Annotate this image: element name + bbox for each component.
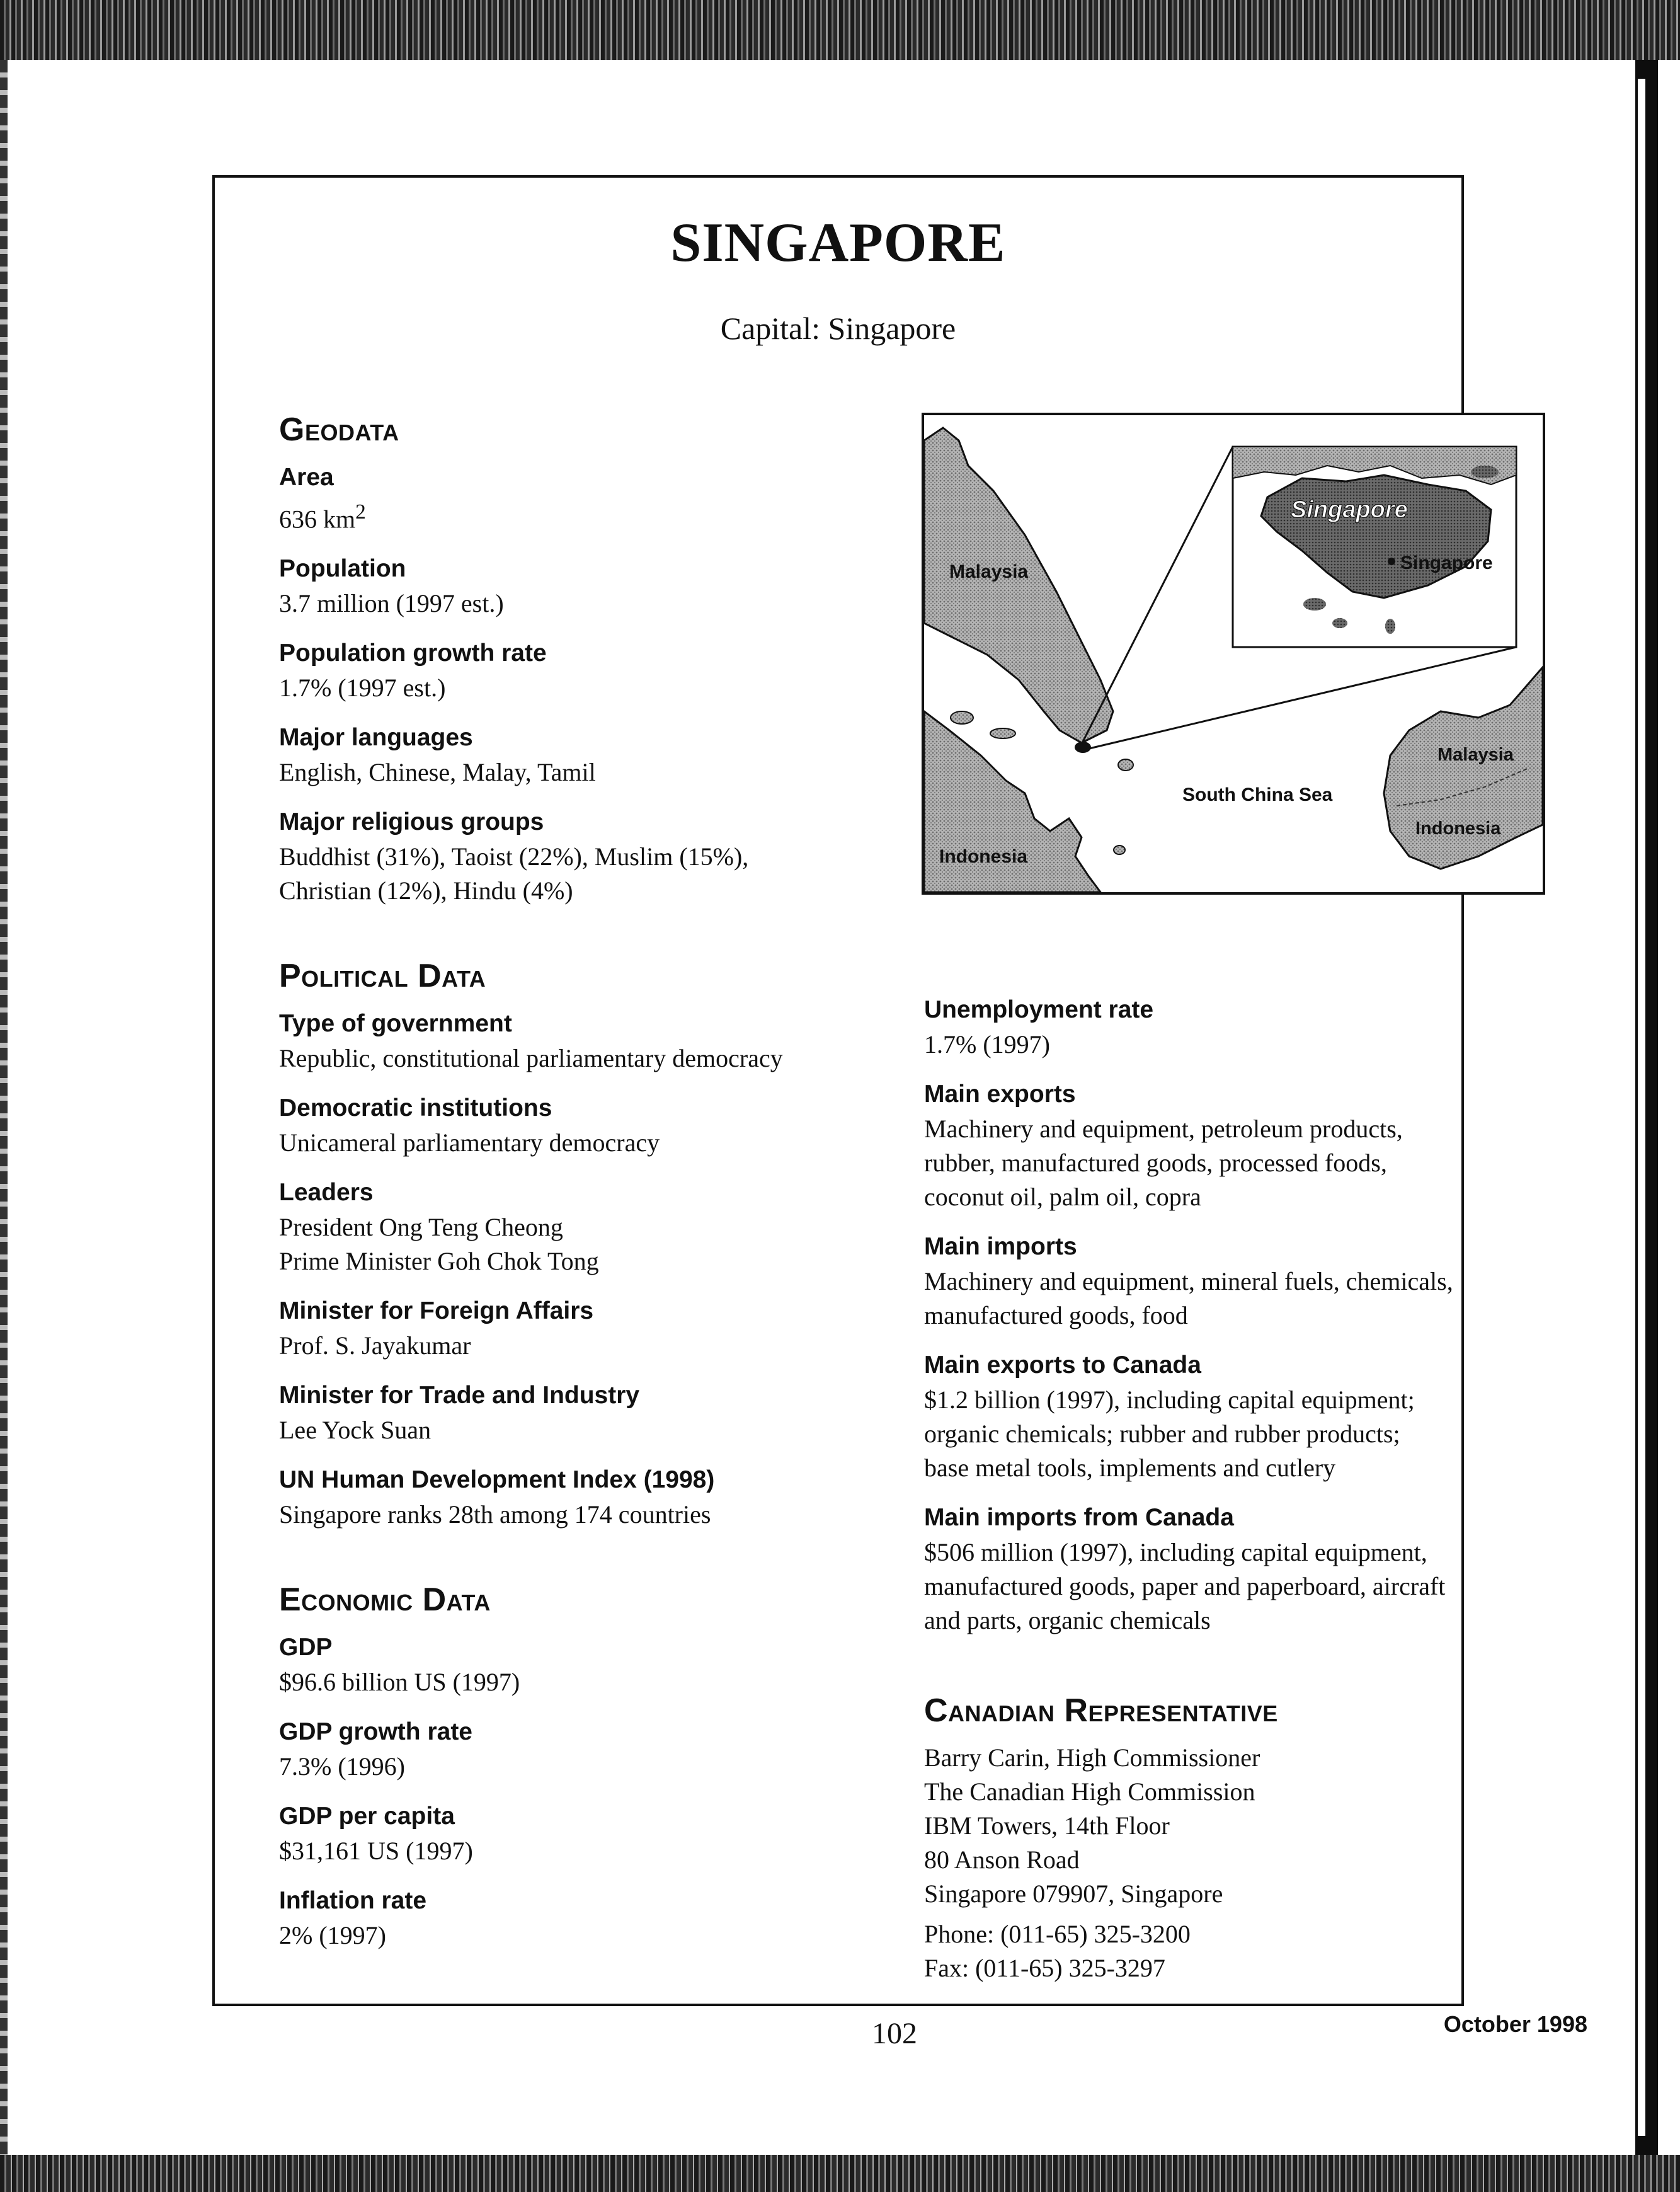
political-section — [279, 957, 871, 1532]
field-value-line: Republic, constitutional parliamentary democracy — [279, 1044, 783, 1073]
canadian-representative-heading: Canadian Representative — [924, 1692, 1278, 1729]
map-label-malaysia-east: Malaysia — [1437, 745, 1514, 765]
field-value-line: Singapore ranks 28th among 174 countries — [279, 1500, 711, 1529]
field-label: Democratic institutions — [279, 1094, 552, 1122]
field-value-line: Prime Minister Goh Chok Tong — [279, 1247, 599, 1276]
map-label-indonesia-west: Indonesia — [939, 846, 1028, 867]
scan-border-bottom — [0, 2155, 1680, 2192]
field-label: Minister for Trade and Industry — [279, 1382, 640, 1409]
field-label: GDP — [279, 1634, 333, 1661]
field-value: English, Chinese, Malay, Tamil — [279, 758, 596, 787]
field-label: Unemployment rate — [924, 996, 1154, 1023]
field-label: Population growth rate — [279, 640, 547, 667]
page-title: SINGAPORE — [670, 212, 1006, 273]
economic-item-gdp — [279, 1630, 871, 1699]
scan-border-left — [0, 60, 8, 2155]
map-label-inset-island: Singapore — [1291, 496, 1408, 523]
area-value: 636 km — [279, 505, 356, 534]
field-label: Population — [279, 555, 406, 583]
geodata-heading: Geodata — [279, 411, 399, 448]
economic-item-imports-from-canada — [924, 1500, 1541, 1638]
political-item-institutions — [279, 1091, 871, 1160]
economic-item-inflation — [279, 1883, 871, 1953]
field-value-line: $96.6 billion US (1997) — [279, 1668, 520, 1697]
field-label: Main exports to Canada — [924, 1351, 1201, 1379]
map-land-malay-peninsula — [924, 428, 1113, 743]
field-value-line: 7.3% (1996) — [279, 1752, 405, 1781]
economic-item-exports-to-canada — [924, 1348, 1541, 1485]
political-item-foreign-affairs — [279, 1294, 871, 1363]
map-inset-islet — [1471, 466, 1499, 478]
map-island — [990, 728, 1015, 738]
location-map — [922, 413, 1545, 895]
field-label: Minister for Foreign Affairs — [279, 1297, 594, 1325]
scan-border-top — [0, 0, 1680, 60]
geodata-item-area — [279, 460, 871, 536]
field-label: Major languages — [279, 724, 473, 752]
economic-item-gdp-growth — [279, 1714, 871, 1784]
political-item-hdi — [279, 1462, 871, 1532]
map-inset-islet — [1385, 619, 1395, 634]
right-column — [924, 992, 1541, 1653]
map-inset-islet — [1332, 618, 1347, 628]
map-label-indonesia-east: Indonesia — [1415, 818, 1501, 839]
economic-item-unemployment — [924, 992, 1541, 1062]
field-label: GDP per capita — [279, 1803, 455, 1830]
economic-item-main-exports — [924, 1077, 1541, 1214]
political-item-trade — [279, 1378, 871, 1447]
field-label: GDP growth rate — [279, 1718, 472, 1746]
field-label: UN Human Development Index (1998) — [279, 1466, 715, 1494]
map-label-malaysia-west: Malaysia — [949, 561, 1029, 582]
field-label: Main imports from Canada — [924, 1504, 1234, 1531]
phone-number: Phone: (011-65) 325-3200 — [924, 1920, 1191, 1948]
field-value-line: base metal tools, implements and cutlery — [924, 1454, 1336, 1482]
geodata-item-religions — [279, 805, 871, 908]
field-value-line: $1.2 billion (1997), including capital equipment; — [924, 1386, 1415, 1414]
map-label-south-china-sea: South China Sea — [1182, 784, 1333, 805]
area-superscript: 2 — [355, 500, 366, 524]
field-label: Inflation rate — [279, 1887, 427, 1915]
geodata-item-population — [279, 551, 871, 621]
economic-heading: Economic Data — [279, 1581, 491, 1619]
map-inset-city-dot — [1388, 558, 1395, 565]
field-value: 3.7 million (1997 est.) — [279, 589, 504, 618]
page-number: 102 — [872, 2017, 917, 2050]
field-value-line: Prof. S. Jayakumar — [279, 1331, 471, 1360]
field-value — [279, 495, 871, 536]
publication-date: October 1998 — [1443, 2011, 1587, 2037]
field-value-line: $506 million (1997), including capital equipment, — [924, 1538, 1427, 1566]
field-value-line: Lee Yock Suan — [279, 1416, 431, 1445]
field-label: Area — [279, 464, 334, 491]
political-item-government — [279, 1006, 871, 1076]
field-value-line: Unicameral parliamentary democracy — [279, 1128, 660, 1157]
economic-item-gdp-per-capita — [279, 1799, 871, 1868]
map-label-inset-city: Singapore — [1400, 553, 1493, 573]
map-graphic — [924, 415, 1543, 892]
fax-number: Fax: (011-65) 325-3297 — [924, 1954, 1165, 1982]
field-value-line: Buddhist (31%), Taoist (22%), Muslim (15%), — [279, 842, 749, 871]
canadian-representative-section — [924, 1692, 1541, 1985]
scan-border-right-gap — [1638, 79, 1645, 2136]
map-pointer-line — [1082, 447, 1233, 744]
field-label: Leaders — [279, 1179, 374, 1207]
geodata-item-languages — [279, 720, 871, 789]
economic-item-main-imports — [924, 1229, 1541, 1333]
map-island — [951, 711, 973, 724]
map-island — [1114, 846, 1125, 854]
left-column — [279, 411, 871, 1968]
map-island — [1118, 759, 1133, 771]
address-line: 80 Anson Road — [924, 1845, 1080, 1874]
address-line: The Canadian High Commission — [924, 1777, 1255, 1806]
map-inset-islet — [1303, 598, 1326, 611]
field-label: Main imports — [924, 1233, 1077, 1260]
field-label: Main exports — [924, 1081, 1076, 1108]
field-value-line: Machinery and equipment, mineral fuels, chemicals, — [924, 1267, 1453, 1295]
field-value-line: Machinery and equipment, petroleum products, — [924, 1115, 1403, 1143]
field-value-line: President Ong Teng Cheong — [279, 1213, 563, 1242]
field-value-line: manufactured goods, food — [924, 1301, 1188, 1329]
political-item-leaders — [279, 1175, 871, 1278]
geodata-item-population-growth — [279, 636, 871, 705]
capital-line: Capital: Singapore — [720, 311, 956, 346]
geodata-section — [279, 411, 871, 908]
field-value-line: and parts, organic chemicals — [924, 1606, 1211, 1634]
field-value-line: coconut oil, palm oil, copra — [924, 1183, 1201, 1211]
field-label: Type of government — [279, 1010, 512, 1038]
field-value-line: 2% (1997) — [279, 1921, 386, 1950]
address-line: Barry Carin, High Commissioner — [924, 1743, 1260, 1772]
field-value-line: organic chemicals; rubber and rubber products; — [924, 1420, 1400, 1448]
economic-section — [279, 1581, 871, 1953]
address-line: Singapore 079907, Singapore — [924, 1879, 1223, 1908]
field-value-line: 1.7% (1997) — [924, 1030, 1050, 1059]
field-value-line: $31,161 US (1997) — [279, 1837, 473, 1866]
field-label: Major religious groups — [279, 808, 544, 836]
field-value-line: manufactured goods, paper and paperboard, aircraft — [924, 1572, 1446, 1600]
political-heading: Political Data — [279, 958, 486, 995]
field-value: 1.7% (1997 est.) — [279, 674, 446, 703]
map-land-borneo — [1384, 667, 1543, 869]
address-line: IBM Towers, 14th Floor — [924, 1811, 1170, 1840]
field-value-line: rubber, manufactured goods, processed foods, — [924, 1149, 1387, 1177]
field-value-line: Christian (12%), Hindu (4%) — [279, 876, 573, 905]
